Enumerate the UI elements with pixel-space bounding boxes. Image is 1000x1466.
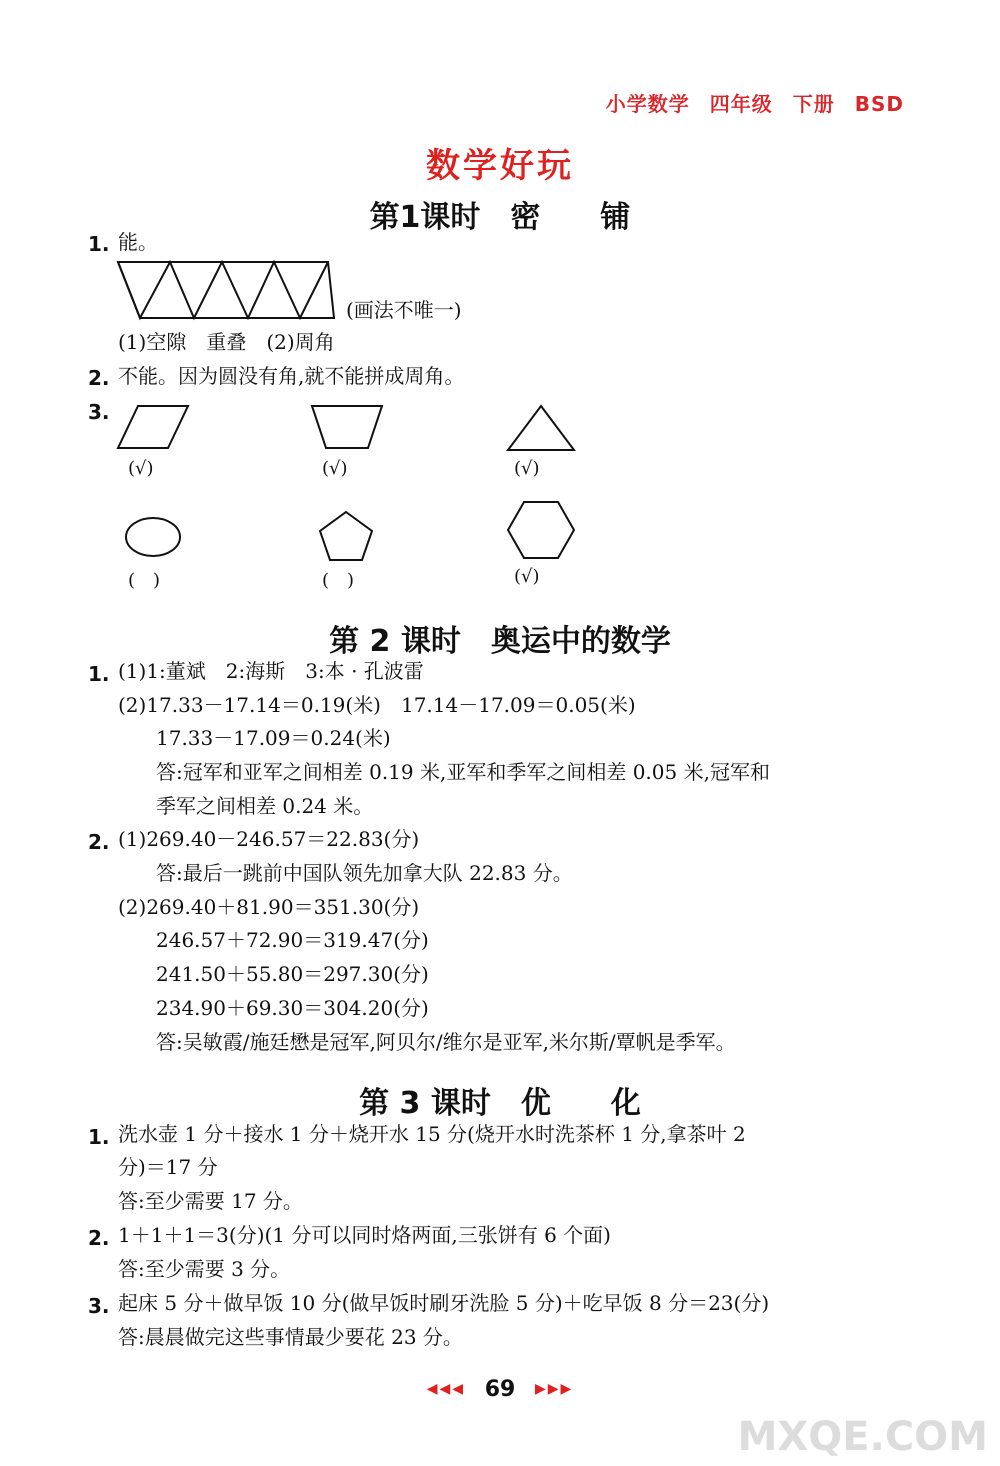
l1-q2-number: 2. xyxy=(88,366,110,390)
l2-q1-line: 答:冠军和亚军之间相差 0.19 米,亚军和季军之间相差 0.05 米,冠军和 xyxy=(156,760,770,784)
shape-mark-triangle: (√) xyxy=(514,458,540,479)
l2-q2-line: 246.57＋72.90＝319.47(分) xyxy=(156,928,429,952)
page-title: 数学好玩 xyxy=(426,146,574,186)
l3-q3-number: 3. xyxy=(88,1294,110,1318)
triangle-tessellation-drawing xyxy=(116,260,336,322)
shape-mark-parallelogram: (√) xyxy=(128,458,154,479)
l1-q2-text: 不能。因为圆没有角,就不能拼成周角。 xyxy=(118,364,465,388)
header-edition: BSD xyxy=(854,92,904,116)
page-number-area xyxy=(0,1377,1000,1402)
l2-q1-line: 17.33－17.09＝0.24(米) xyxy=(156,726,391,750)
trapezoid-shape xyxy=(310,404,384,450)
hexagon-shape xyxy=(506,500,576,560)
l3-q3-line: 起床 5 分＋做早饭 10 分(做早饭时刷牙洗脸 5 分)＋吃早饭 8 分＝23(分) xyxy=(118,1291,770,1315)
l3-q1-line: 分)＝17 分 xyxy=(118,1155,218,1179)
shape-mark-hexagon: (√) xyxy=(514,566,540,587)
header-subject: 小学数学 xyxy=(605,92,690,116)
l2-q1-number: 1. xyxy=(88,662,110,686)
header-grade: 四年级 xyxy=(709,92,773,116)
l1-q1-note: (画法不唯一) xyxy=(346,298,462,322)
lesson3-title: 第 3 课时 优 化 xyxy=(359,1086,641,1121)
l3-q2-line: 答:至少需要 3 分。 xyxy=(118,1257,291,1281)
triangle-shape xyxy=(506,404,576,452)
l2-q1-line: (1)1:董斌 2:海斯 3:本 · 孔波雷 xyxy=(118,659,424,683)
l2-q2-line: 241.50＋55.80＝297.30(分) xyxy=(156,962,429,986)
page-number: 69 xyxy=(484,1377,516,1402)
parallelogram-shape xyxy=(116,404,190,450)
ellipse-shape xyxy=(124,516,182,558)
page-header xyxy=(586,88,904,117)
l1-q3-number: 3. xyxy=(88,400,110,424)
l1-q1-answer: 能。 xyxy=(118,230,158,254)
pentagon-shape xyxy=(318,510,374,562)
l3-q3-line: 答:晨晨做完这些事情最少要花 23 分。 xyxy=(118,1325,463,1349)
shape-mark-trapezoid: (√) xyxy=(322,458,348,479)
l2-q2-line: 234.90＋69.30＝304.20(分) xyxy=(156,996,429,1020)
lesson1-title: 第1课时 密 铺 xyxy=(369,200,631,235)
lesson2-title: 第 2 课时 奥运中的数学 xyxy=(329,624,671,659)
left-arrows-icon: ◀◀◀ xyxy=(426,1381,466,1397)
l3-q1-line: 洗水壶 1 分＋接水 1 分＋烧开水 15 分(烧开水时洗茶杯 1 分,拿茶叶 2 xyxy=(118,1122,746,1146)
watermark-logo: MXQE.COM xyxy=(737,1414,988,1460)
l1-q1-number: 1. xyxy=(88,232,110,256)
l2-q2-line: 答:最后一跳前中国队领先加拿大队 22.83 分。 xyxy=(156,861,573,885)
l3-q2-line: 1＋1＋1＝3(分)(1 分可以同时烙两面,三张饼有 6 个面) xyxy=(118,1223,611,1247)
l2-q1-line: 季军之间相差 0.24 米。 xyxy=(156,794,374,818)
l3-q1-number: 1. xyxy=(88,1125,110,1149)
l2-q2-line: 答:吴敏霞/施廷懋是冠军,阿贝尔/维尔是亚军,米尔斯/覃帆是季军。 xyxy=(156,1030,736,1054)
l2-q2-line: (2)269.40＋81.90＝351.30(分) xyxy=(118,895,420,919)
l2-q2-number: 2. xyxy=(88,830,110,854)
shape-mark-pentagon: ( ) xyxy=(322,570,355,591)
l3-q2-number: 2. xyxy=(88,1226,110,1250)
l2-q1-line: (2)17.33－17.14＝0.19(米) 17.14－17.09＝0.05(米) xyxy=(118,693,636,717)
right-arrows-icon: ▶▶▶ xyxy=(534,1381,574,1397)
l1-q1-line2: (1)空隙 重叠 (2)周角 xyxy=(118,330,335,354)
l3-q1-line: 答:至少需要 17 分。 xyxy=(118,1189,303,1213)
l2-q2-line: (1)269.40－246.57＝22.83(分) xyxy=(118,827,420,851)
shape-mark-ellipse: ( ) xyxy=(128,570,161,591)
header-volume: 下册 xyxy=(792,92,835,116)
